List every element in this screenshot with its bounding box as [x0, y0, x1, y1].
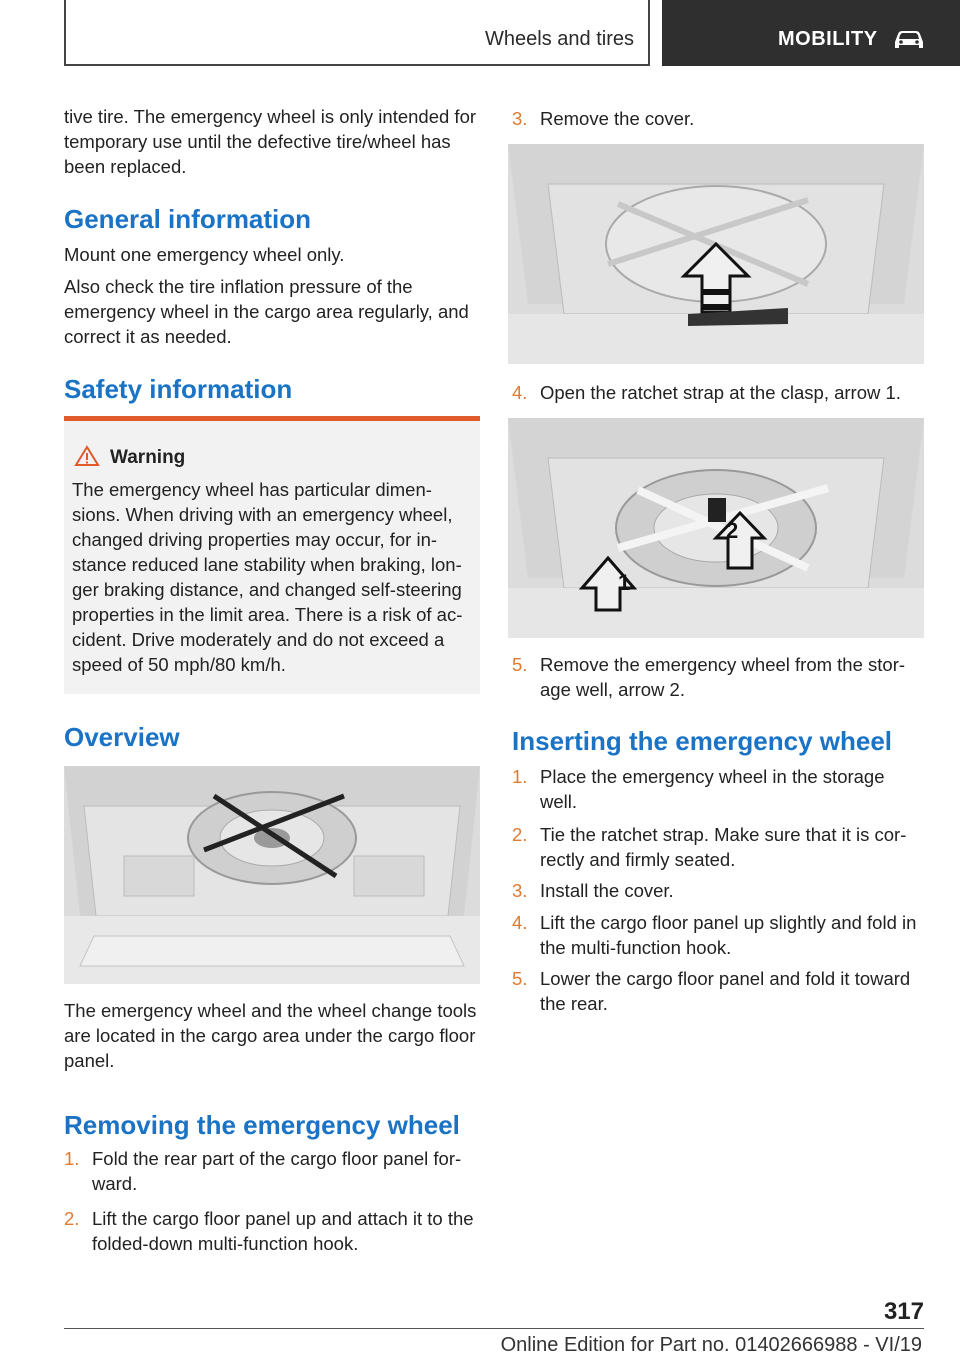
list-item	[64, 1206, 480, 1256]
list-item	[512, 966, 924, 1016]
list-item-text: Tie the ratchet strap. Make sure that it is cor‐rectly and firmly seated.	[540, 824, 907, 870]
list-item-number: 5.	[512, 654, 528, 675]
list-item-text: Remove the emergency wheel from the stor‐age well, arrow 2.	[540, 654, 906, 700]
list-item-text: Open the ratchet strap at the clasp, arrow 1.	[540, 382, 901, 403]
general-paragraph-1: Mount one emergency wheel only.	[64, 244, 345, 265]
intro-paragraph: tive tire. The emergency wheel is only intended for temporary use until the defective tire/wheel has been replaced.	[64, 106, 477, 177]
list-item-number: 3.	[512, 108, 528, 129]
list-item-text: Remove the cover.	[540, 108, 695, 129]
general-information-heading: General information	[64, 204, 312, 234]
general-paragraph-2: Also check the tire inflation pressure of the emergency wheel in the cargo area regularly, and correct it as needed.	[64, 276, 469, 347]
overview-caption: The emergency wheel and the wheel change tools are located in the cargo area under the cargo floor panel.	[64, 1000, 477, 1071]
list-item-number: 1.	[512, 766, 528, 787]
list-item	[512, 106, 924, 132]
warning-box	[64, 416, 480, 694]
footer-divider	[64, 1328, 924, 1329]
page-number: 317	[883, 1298, 924, 1325]
warning-text: The emergency wheel has particular dimen‐sions. When driving with an emergency wheel, changed driving properties may occur, for in‐stance reduced lane stability when braking, lon‐ger braking distance, and changed self-steering properties in the limit area. There is a risk of ac‐cident. Drive moderately and do not exceed a speed of 50 mph/80 km/h.	[72, 479, 463, 675]
list-item-number: 1.	[64, 1148, 80, 1169]
remove-cover-illustration	[508, 144, 924, 364]
list-item	[512, 380, 924, 406]
car-icon	[892, 28, 926, 57]
list-item	[512, 910, 924, 960]
list-item-text: Lift the cargo floor panel up and attach it to the folded-down multi-function hook.	[92, 1208, 474, 1254]
removing-heading: Removing the emergency wheel	[64, 1110, 460, 1140]
inserting-heading: Inserting the emergency wheel	[512, 726, 893, 756]
warning-triangle-icon	[74, 445, 100, 472]
list-item-number: 2.	[64, 1208, 80, 1229]
warning-title: Warning	[110, 447, 186, 468]
list-item-number: 2.	[512, 824, 528, 845]
list-item	[512, 878, 924, 904]
overview-heading: Overview	[64, 722, 180, 752]
list-item-text: Place the emergency wheel in the storage well.	[540, 766, 885, 812]
list-item	[512, 652, 924, 702]
edition-footer: Online Edition for Part no. 01402666988 - VI/19	[500, 1334, 922, 1356]
list-item	[512, 822, 924, 872]
arrow-label-2: 2	[726, 518, 739, 543]
list-item-text: Fold the rear part of the cargo floor panel for‐ward.	[92, 1148, 462, 1194]
chapter-title: MOBILITY	[778, 28, 878, 50]
arrow-label-1: 1	[618, 570, 631, 595]
list-item-number: 3.	[512, 880, 528, 901]
overview-illustration	[64, 766, 480, 984]
list-item-text: Lift the cargo floor panel up slightly and fold in the multi-function hook.	[540, 912, 917, 958]
list-item	[512, 764, 924, 814]
list-item-number: 5.	[512, 968, 528, 989]
safety-information-heading: Safety information	[64, 374, 293, 404]
list-item-text: Install the cover.	[540, 880, 674, 901]
list-item-number: 4.	[512, 912, 528, 933]
header-chapter-box	[662, 0, 960, 66]
list-item-number: 4.	[512, 382, 528, 403]
ratchet-strap-illustration	[508, 418, 924, 638]
section-title: Wheels and tires	[485, 28, 634, 50]
header-section-box	[64, 0, 650, 66]
list-item-text: Lower the cargo floor panel and fold it toward the rear.	[540, 968, 911, 1014]
list-item	[64, 1146, 480, 1196]
